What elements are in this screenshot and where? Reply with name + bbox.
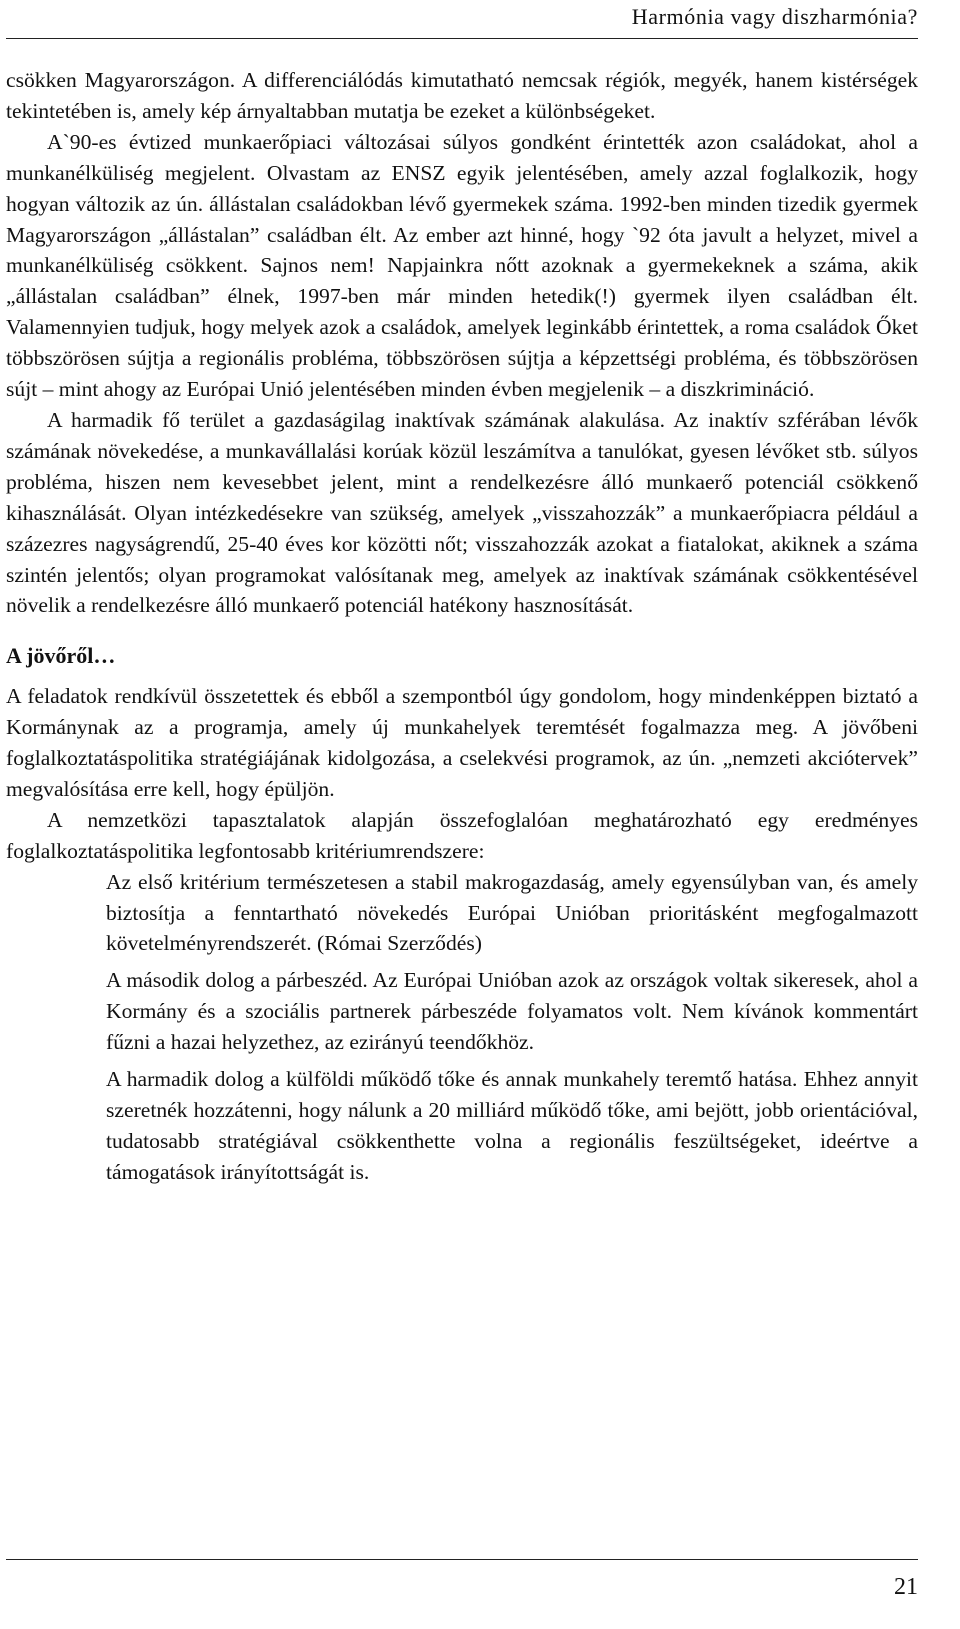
paragraph-inactive: A harmadik fő terület a gazdaságilag inaktívak számának alakulása. Az inaktív szférában lévők számának növekedése, a munkavállalási korúak közül leszámítva a tanulókat, gyesen lévőket stb. súlyos probléma, hiszen nem kevesebbet jelent, mint a rendelkezésre álló munkaerő potenciál csökkenő kihasználását. Olyan intézkedésekre van szükség, amelyek „visszahozzák” a munkaerőpiacra például a százezres nagyságrendű, 25-40 éves kor közötti nőt; visszahozzák azokat a fiatalokat, akiknek a száma szintén jelentős; olyan programokat valósítanak meg, amelyek az inaktívak számának csökkentésével növelik a rendelkezésre álló munkaerő potenciál hatékony hasznosítását. <box>6 407 918 618</box>
criterion-second: A második dolog a párbeszéd. Az Európai Unióban azok az országok voltak sikeresek, ahol a Kormány és a szociális partnerek párbeszéde folyamatos volt. Nem kívánok kommentárt fűzni a hazai helyzethez, az ezirányú teendőkhöz. <box>106 968 918 1055</box>
paragraph-tasks: A feladatok rendkívül összetettek és ebből a szempontból úgy gondolom, hogy mindenképpen biztató a Kormánynak az a programja, amely új munkahelyek teremtését fogalmazza meg. A jövőbeni foglalkoztatáspolitika stratégiájának kidolgozása, a cselekvési programok, az ún. „nemzeti akciótervek” megvalósítása erre kell, hogy épüljön. <box>6 684 918 801</box>
section-heading-future: A jövőről… <box>6 643 116 669</box>
page-number: 21 <box>894 1574 918 1600</box>
running-header: Harmónia vagy diszharmónia? <box>631 4 918 29</box>
criterion-first: Az első kritérium természetesen a stabil makrogazdaság, amely egyensúlyban van, és amely biztosítja a fenntartható növekedés Európai Unióban prioritásként megfogalmazott követelményrendszerét. (Római Szerződés) <box>106 869 918 956</box>
paragraph-continuation: csökken Magyarországon. A differenciálódás kimutatható nemcsak régiók, megyék, hanem kistérségek tekintetében is, amely kép árnyaltabban mutatja be ezeket a különbségeket. <box>6 68 918 123</box>
footer-rule <box>6 1559 918 1560</box>
paragraph-unemployment-families: A`90-es évtized munkaerőpiaci változásai súlyos gondként érintették azon családokat, ahol a munkanélküliség megjelent. Olvastam az ENSZ egyik jelentésében, amely azzal foglalkozik, hogy hogyan változik az ún. állástalan családokban lévő gyermekek száma. 1992-ben minden tizedik gyermek Magyarországon „állástalan” családban élt. Az ember azt hinné, hogy `92 óta javult a helyzet, mivel a munkanélküliség csökkent. Sajnos nem! Napjainkra nőtt azoknak a gyermekeknek a száma, akik „állástalan családban” élnek, 1997-ben már minden hetedik(!) gyermek ilyen családban élt. Valamennyien tudjuk, hogy melyek azok a családok, amelyek leginkább érintettek, a roma családok Őket többszörösen sújtja a regionális probléma, többszörösen sújtja a képzettségi probléma, és többszörösen sújt – mint ahogy az Európai Unió jelentésében minden évben megjelenik – a diszkrimináció. <box>6 129 918 402</box>
header-rule <box>6 38 918 39</box>
criterion-third: A harmadik dolog a külföldi működő tőke és annak munkahely teremtő hatása. Ehhez annyit szeretnék hozzátenni, hogy nálunk a 20 milliárd működő tőke, ami bejött, jobb orientációval, tudatosabb stratégiával csökkenthette volna a regionális feszültségeket, ideértve a támogatások irányítottságát is. <box>106 1067 918 1184</box>
paragraph-international-experience: A nemzetközi tapasztalatok alapján összefoglalóan meghatározható egy eredményes foglalkoztatáspolitika legfontosabb kritériumrendszere: <box>6 807 918 863</box>
page-body <box>6 65 918 1188</box>
